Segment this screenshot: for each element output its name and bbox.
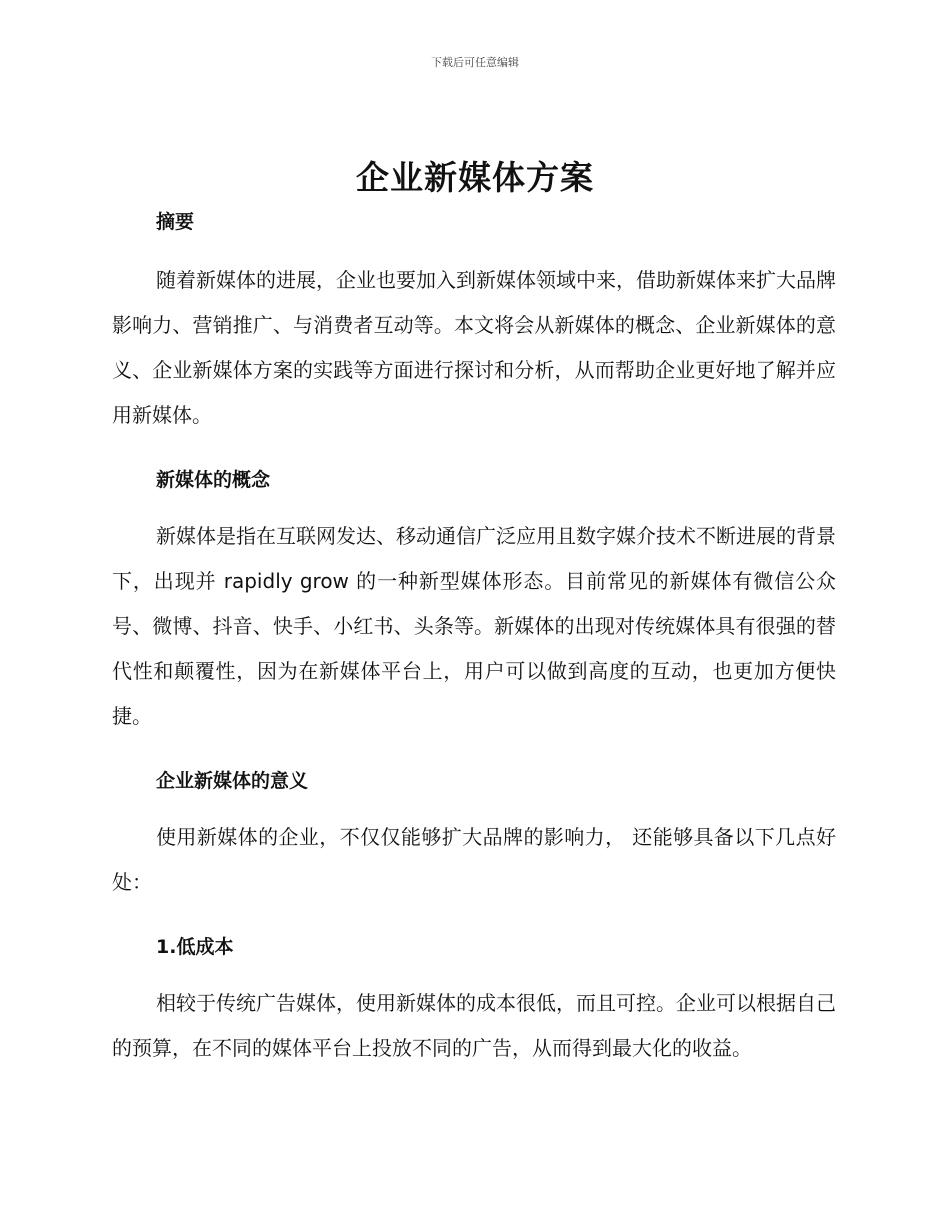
paragraph-concept: 新媒体是指在互联网发达、移动通信广泛应用且数字媒介技术不断进展的背景下，出现并 rapidly grow 的一种新型媒体形态。目前常见的新媒体有微信公众号、微博、抖音、快手、小红书、头条等。新媒体的出现对传统媒体具有很强的替代性和颠覆性，因为在新媒体平台上，用户可以做到高度的互动，也更加方便快捷。: [112, 524, 836, 728]
section-heading-abstract: 摘要: [156, 211, 195, 233]
paragraph-meaning: 使用新媒体的企业，不仅仅能够扩大品牌的影响力， 还能够具备以下几点好处：: [112, 825, 836, 894]
paragraph-abstract: 随着新媒体的进展，企业也要加入到新媒体领域中来，借助新媒体来扩大品牌影响力、营销推广、与消费者互动等。本文将会从新媒体的概念、企业新媒体的意义、企业新媒体方案的实践等方面进行探讨和分析，从而帮助企业更好地了解并应用新媒体。: [112, 268, 836, 427]
page-header-note: 下载后可任意编辑: [431, 56, 519, 69]
paragraph-low-cost: 相较于传统广告媒体，使用新媒体的成本很低，而且可控。企业可以根据自己的预算，在不同的媒体平台上投放不同的广告，从而得到最大化的收益。: [112, 991, 836, 1060]
section-heading-concept: 新媒体的概念: [156, 469, 271, 491]
section-heading-low-cost: 1.低成本: [156, 936, 234, 958]
document-body: [112, 204, 836, 1071]
section-heading-meaning: 企业新媒体的意义: [156, 770, 309, 792]
document-title: 企业新媒体方案: [356, 158, 594, 197]
